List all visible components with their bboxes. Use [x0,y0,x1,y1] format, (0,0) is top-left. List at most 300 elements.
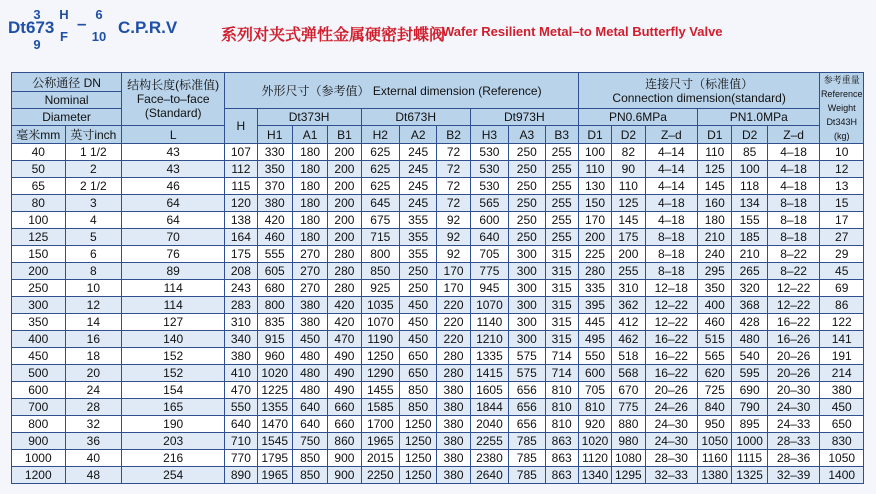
table-cell: 20–26 [767,365,820,382]
table-cell: 490 [328,365,361,382]
table-cell: 280 [328,280,361,297]
table-cell: 700 [12,399,66,416]
table-cell: 24–33 [767,416,820,433]
table-cell: 565 [698,348,732,365]
table-cell: 255 [545,229,578,246]
table-cell: 530 [470,144,508,161]
header-ftf-std: (Standard) [144,106,202,120]
table-cell: 890 [225,467,257,484]
table-cell: 310 [612,280,645,297]
table-cell: 90 [612,161,645,178]
table-cell: 250 [400,280,437,297]
table-cell: 850 [292,467,327,484]
header-dt673h: Dt673H [361,109,470,126]
table-cell: 800 [257,297,292,314]
table-cell: 16 [65,331,122,348]
table-cell: 1325 [732,467,767,484]
table-cell: 3 [65,195,122,212]
table-cell: 568 [612,365,645,382]
table-cell: 850 [400,382,437,399]
model-prefix: Dt [8,18,26,37]
table-cell: 675 [361,212,399,229]
table-cell: 24–30 [645,416,698,433]
table-cell: 134 [732,195,767,212]
table-cell: 575 [509,365,545,382]
table-cell: 625 [361,144,399,161]
table-row [12,314,864,331]
table-cell: 555 [257,246,292,263]
header-sub: D1 [698,126,732,144]
table-cell: 450 [400,297,437,314]
table-cell: 64 [122,195,225,212]
table-cell: 480 [292,382,327,399]
table-cell: 200 [12,263,66,280]
table-cell: 4–18 [645,195,698,212]
table-cell: 370 [257,178,292,195]
table-cell: 680 [257,280,292,297]
table-cell: 480 [292,365,327,382]
table-cell: 725 [698,382,732,399]
table-cell: 625 [361,161,399,178]
header-pn10: PN1.0MPa [698,109,820,126]
table-cell: 450 [12,348,66,365]
header-ftf-en: Face–to–face [136,92,210,106]
table-cell: 270 [292,280,327,297]
table-cell: 200 [328,161,361,178]
table-cell: 900 [328,467,361,484]
table-cell: 650 [400,348,437,365]
table-cell: 640 [292,399,327,416]
table-cell: 495 [578,331,611,348]
table-cell: 640 [470,229,508,246]
table-cell: 620 [698,365,732,382]
header-conn-en: Connection dimension(standard) [612,90,786,105]
table-cell: 13 [820,178,864,195]
table-cell: 530 [470,161,508,178]
table-cell: 250 [400,263,437,280]
table-cell: 280 [437,365,470,382]
table-cell: 265 [732,263,767,280]
table-cell: 380 [437,467,470,484]
table-cell: 850 [292,450,327,467]
table-cell: 210 [732,246,767,263]
table-cell: 315 [545,331,578,348]
table-cell: 2040 [470,416,508,433]
table-cell: 120 [225,195,257,212]
table-cell: 450 [820,399,864,416]
table-cell: 656 [509,399,545,416]
header-ftf-cn: 结构长度(标准值) [127,78,220,92]
table-cell: 2255 [470,433,508,450]
table-cell: 243 [225,280,257,297]
table-cell: 490 [328,382,361,399]
table-cell: 8–18 [645,263,698,280]
table-cell: 4–14 [645,161,698,178]
header-sub: A2 [400,126,437,144]
table-cell: 32–33 [645,467,698,484]
table-row [12,229,864,246]
table-cell: 1455 [361,382,399,399]
table-cell: 1020 [257,365,292,382]
table-cell: 850 [361,263,399,280]
table-cell: 600 [470,212,508,229]
table-cell: 863 [545,467,578,484]
table-cell: 330 [257,144,292,161]
table-cell: 775 [470,263,508,280]
table-cell: 4–14 [645,178,698,195]
table-cell: 255 [612,263,645,280]
table-cell: 800 [12,416,66,433]
table-cell: 48 [65,467,122,484]
table-cell: 138 [225,212,257,229]
table-cell: 295 [698,263,732,280]
table-cell: 8–18 [645,229,698,246]
header-pn06: PN0.6MPa [578,109,697,126]
table-cell: 355 [400,212,437,229]
table-cell: 112 [225,161,257,178]
table-cell: 1965 [361,433,399,450]
table-cell: 114 [122,280,225,297]
table-cell: 490 [328,348,361,365]
table-cell: 152 [122,365,225,382]
table-cell: 72 [437,195,470,212]
table-cell: 715 [361,229,399,246]
table-cell: 785 [509,450,545,467]
table-cell: 945 [470,280,508,297]
table-cell: 4–18 [767,161,820,178]
table-cell: 155 [732,212,767,229]
table-cell: 690 [732,382,767,399]
table-cell: 27 [820,229,864,246]
header-face-to-face [122,73,225,126]
table-cell: 214 [820,365,864,382]
table-cell: 550 [578,348,611,365]
table-cell: 420 [328,297,361,314]
table-cell: 28–30 [645,450,698,467]
table-cell: 462 [612,331,645,348]
table-cell: 32–39 [767,467,820,484]
table-row [12,399,864,416]
table-cell: 1965 [257,467,292,484]
table-cell: 1585 [361,399,399,416]
table-cell: 1700 [361,416,399,433]
table-cell: 810 [545,399,578,416]
table-cell: 470 [225,382,257,399]
table-cell: 420 [328,314,361,331]
title-block [8,8,868,56]
header-external-dimension: 外形尺寸（参考值） External dimension (Reference) [225,73,579,109]
table-cell: 170 [578,212,611,229]
table-cell: 410 [225,365,257,382]
table-cell: 70 [122,229,225,246]
table-cell: 380 [292,297,327,314]
table-cell: 656 [509,382,545,399]
table-cell: 835 [257,314,292,331]
table-cell: 810 [545,382,578,399]
table-row [12,416,864,433]
table-cell: 29 [820,246,864,263]
table-cell: 110 [578,161,611,178]
table-cell: 895 [732,416,767,433]
table-row [12,382,864,399]
table-cell: 200 [578,229,611,246]
table-cell: 118 [732,178,767,195]
table-cell: 10 [820,144,864,161]
table-cell: 125 [12,229,66,246]
table-cell: 270 [292,246,327,263]
table-cell: 250 [509,229,545,246]
table-cell: 1545 [257,433,292,450]
table-cell: 395 [578,297,611,314]
title-chinese: 系列对夹式弹性金属硬密封蝶阀 [221,27,446,44]
table-cell: 335 [578,280,611,297]
table-cell: 283 [225,297,257,314]
table-cell: 8–22 [767,246,820,263]
header-sub: H3 [470,126,508,144]
table-cell: 15 [820,195,864,212]
table-cell: 1080 [612,450,645,467]
table-cell: 2 [65,161,122,178]
table-row [12,161,864,178]
table-cell: 380 [257,195,292,212]
table-cell: 300 [509,263,545,280]
table-cell: 480 [732,331,767,348]
table-cell: 1050 [820,450,864,467]
table-cell: 245 [400,144,437,161]
table-row [12,433,864,450]
table-cell: 380 [820,382,864,399]
table-cell: 605 [257,263,292,280]
table-cell: 72 [437,178,470,195]
table-cell: 925 [361,280,399,297]
table-cell: 920 [578,416,611,433]
table-cell: 92 [437,229,470,246]
table-row [12,178,864,195]
table-cell: 714 [545,365,578,382]
table-cell: 315 [545,280,578,297]
table-cell: 72 [437,144,470,161]
table-cell: 5 [65,229,122,246]
table-cell: 12–22 [645,314,698,331]
table-cell: 175 [612,229,645,246]
title-english: Wafer Resilient Metal–to Metal Butterfly Valve [442,24,723,39]
header-nominal-en2: Diameter [12,109,122,126]
table-cell: 8–18 [645,246,698,263]
table-cell: 180 [292,212,327,229]
table-cell: 2380 [470,450,508,467]
table-cell: 200 [328,212,361,229]
header-weight-ref: Reference [820,89,863,99]
table-cell: 412 [612,314,645,331]
table-cell: 1120 [578,450,611,467]
table-cell: 1605 [470,382,508,399]
table-cell: 4–18 [767,178,820,195]
table-row [12,467,864,484]
table-cell: 850 [400,399,437,416]
table-row [12,348,864,365]
table-cell: 190 [122,416,225,433]
table-cell: 200 [328,178,361,195]
table-cell: 250 [509,178,545,195]
table-cell: 420 [257,212,292,229]
table-cell: 185 [732,229,767,246]
model-mid1: 673 [26,18,55,37]
table-row [12,280,864,297]
table-cell: 8 [65,263,122,280]
table-cell: 775 [612,399,645,416]
table-cell: 92 [437,212,470,229]
table-cell: 220 [437,331,470,348]
table-cell: 12 [65,297,122,314]
header-sub: Z–d [767,126,820,144]
table-cell: 16–22 [645,365,698,382]
table-cell: 8–18 [767,229,820,246]
table-cell: 650 [820,416,864,433]
table-cell: 1070 [361,314,399,331]
table-cell: 250 [509,161,545,178]
table-cell: 445 [578,314,611,331]
table-cell: 1295 [612,467,645,484]
header-dt973h: Dt973H [470,109,578,126]
table-cell: 960 [257,348,292,365]
table-row [12,144,864,161]
table-cell: 100 [12,212,66,229]
table-cell: 170 [437,263,470,280]
table-cell: 1020 [578,433,611,450]
table-cell: 315 [545,263,578,280]
table-cell: 900 [328,450,361,467]
table-cell: 28 [65,399,122,416]
table-cell: 208 [225,263,257,280]
header-L: L [122,126,225,144]
table-cell: 830 [820,433,864,450]
table-cell: 1190 [361,331,399,348]
table-cell: 12 [820,161,864,178]
table-cell: 810 [578,399,611,416]
header-sub: Z–d [645,126,698,144]
model-dash: – [77,14,87,33]
table-cell: 12–18 [645,280,698,297]
table-cell: 220 [437,314,470,331]
table-cell: 380 [292,314,327,331]
table-cell: 127 [122,314,225,331]
table-cell: 46 [122,178,225,195]
header-weight [820,73,864,144]
table-cell: 1160 [698,450,732,467]
table-cell: 880 [612,416,645,433]
table-cell: 1140 [470,314,508,331]
table-cell: 315 [545,297,578,314]
header-sub: D1 [578,126,611,144]
table-cell: 255 [545,178,578,195]
table-cell: 660 [328,416,361,433]
table-cell: 45 [820,263,864,280]
header-sub: B2 [437,126,470,144]
table-cell: 380 [437,416,470,433]
table-cell: 203 [122,433,225,450]
table-cell: 470 [328,331,361,348]
model-suffix: C.P.R.V [118,18,178,37]
table-cell: 840 [698,399,732,416]
table-cell: 122 [820,314,864,331]
table-cell: 810 [545,416,578,433]
table-cell: 255 [545,212,578,229]
header-weight-cn: 参考重量 [823,75,860,85]
table-cell: 65 [12,178,66,195]
table-row [12,263,864,280]
table-row [12,297,864,314]
header-mm: 毫米mm [12,126,66,144]
table-cell: 320 [732,280,767,297]
table-cell: 600 [12,382,66,399]
model-top1: 3 [33,7,41,22]
table-cell: 170 [437,280,470,297]
table-cell: 250 [12,280,66,297]
table-cell: 16–22 [645,331,698,348]
table-cell: 150 [578,195,611,212]
header-weight-en: Weight [827,103,856,113]
table-cell: 4–18 [767,144,820,161]
table-cell: 245 [400,195,437,212]
table-cell: 160 [698,195,732,212]
table-cell: 250 [509,144,545,161]
table-cell: 254 [122,467,225,484]
table-cell: 1000 [12,450,66,467]
table-cell: 32 [65,416,122,433]
table-cell: 1335 [470,348,508,365]
table-cell: 355 [400,229,437,246]
table-cell: 165 [122,399,225,416]
table-cell: 515 [698,331,732,348]
table-cell: 350 [12,314,66,331]
table-cell: 705 [578,382,611,399]
table-cell: 245 [400,161,437,178]
header-conn-cn: 连接尺寸（标准值） [645,76,754,91]
table-cell: 200 [328,144,361,161]
table-cell: 110 [698,144,732,161]
table-cell: 14 [65,314,122,331]
table-cell: 1355 [257,399,292,416]
table-cell: 428 [732,314,767,331]
table-cell: 180 [698,212,732,229]
table-cell: 280 [328,263,361,280]
table-cell: 380 [437,450,470,467]
table-cell: 340 [225,331,257,348]
table-cell: 480 [292,348,327,365]
table-cell: 1400 [820,467,864,484]
table-cell: 1115 [732,450,767,467]
table-cell: 125 [612,195,645,212]
table-cell: 12–22 [645,297,698,314]
header-H: H [225,109,257,144]
table-cell: 950 [698,416,732,433]
table-cell: 10 [65,280,122,297]
table-cell: 1250 [400,416,437,433]
header-sub: A1 [292,126,327,144]
header-sub: D2 [732,126,767,144]
table-cell: 1000 [732,433,767,450]
table-cell: 24 [65,382,122,399]
table-cell: 4–18 [645,212,698,229]
table-cell: 141 [820,331,864,348]
header-sub: B1 [328,126,361,144]
table-cell: 460 [698,314,732,331]
table-cell: 350 [257,161,292,178]
table-cell: 785 [509,467,545,484]
header-sub: H1 [257,126,292,144]
table-cell: 400 [12,331,66,348]
table-cell: 20–26 [767,348,820,365]
